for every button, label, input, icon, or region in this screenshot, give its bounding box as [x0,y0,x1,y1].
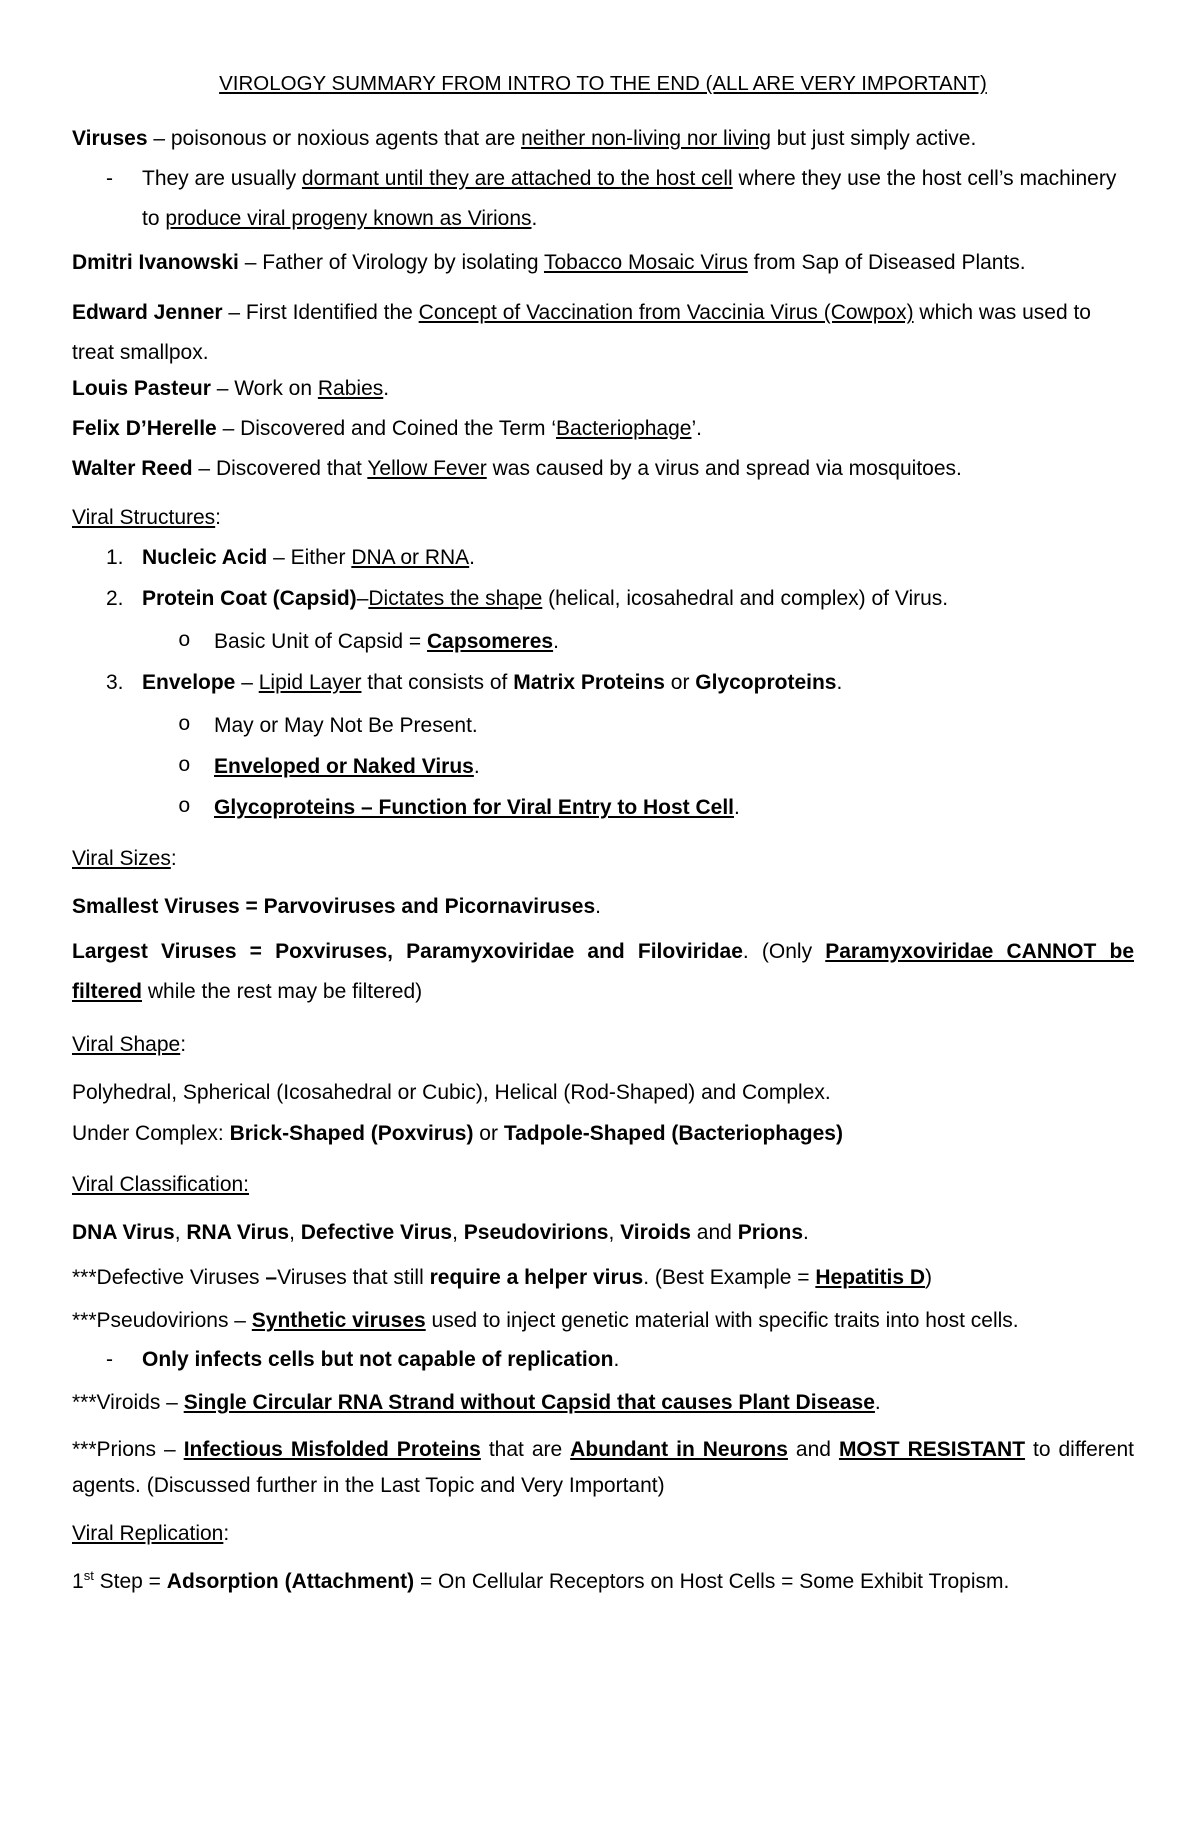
bold-text: RNA Virus [186,1221,290,1244]
bold-text: Protein Coat (Capsid) [142,587,357,610]
viruses-definition [72,119,1134,159]
dash-marker: - [106,1348,113,1371]
bold-text: Only infects cells but not capable of replication [142,1348,614,1371]
section-heading-structures [72,502,1134,533]
bold-text: require a helper virus [429,1266,644,1289]
shape-types: Polyhedral, Spherical (Icosahedral or Cubic), Helical (Rod-Shaped) and Complex. [72,1081,831,1104]
entry-ivanowski [72,249,1134,276]
text: . [803,1221,809,1244]
bold-text: Prions [737,1221,804,1244]
superscript: st [83,1568,94,1583]
person-name: Dmitri Ivanowski [72,251,239,274]
pseudovirions-dash-item [106,1344,1134,1375]
underlined-text: Tobacco Mosaic Virus [543,251,748,274]
entry-reed [72,455,1134,482]
text: They are usually [142,167,302,190]
section-heading-classification [72,1169,1134,1200]
text: – First Identified the [222,301,419,324]
bold-text: Brick-Shaped (Poxvirus) [229,1122,474,1145]
text: – [356,587,369,610]
underlined-text: Bacteriophage [556,417,692,440]
text: or [664,671,696,694]
smallest-viruses [72,891,1134,922]
text: . [595,895,601,918]
text: Prions – [96,1438,184,1461]
text: and [690,1221,738,1244]
bold-underlined-text: Hepatitis D [815,1266,926,1289]
heading-text: Viral Sizes [72,847,171,870]
heading-text: Viral Shape [72,1033,181,1056]
text: ’. [691,417,702,440]
dash-item-text [142,159,1134,239]
text: : [170,847,177,870]
text: Pseudovirions – [96,1309,252,1332]
bold-underlined-text: Paramyxoviridae CANNOT be filtered [72,940,1134,1003]
list-number: 1. [106,546,124,569]
section-heading-replication [72,1518,1134,1549]
person-name: Felix D’Herelle [72,417,217,440]
underlined-text: Rabies [317,377,384,400]
underlined-text: neither non-living nor living [521,127,771,150]
bullet-marker: o [178,755,191,778]
text: while the rest may be filtered) [142,980,423,1003]
sub-bullet-item [178,710,1134,741]
text: . (Best Example = [643,1266,816,1289]
list-item-text [142,542,475,573]
text: , [452,1221,464,1244]
sub-bullet-text: May or May Not Be Present. [214,714,478,737]
term-viruses: Viruses [72,127,148,150]
text: : [215,506,222,529]
sub-bullet-item [178,751,1134,782]
text: : [180,1033,187,1056]
document-title: VIROLOGY SUMMARY FROM INTRO TO THE END (ALL ARE VERY IMPORTANT) [219,72,987,95]
text: and [787,1438,839,1461]
bold-text: – [265,1266,278,1289]
entry-prions [72,1432,1134,1504]
text: . (Only [742,940,826,963]
text: , [289,1221,301,1244]
bold-underlined-text: MOST RESISTANT [838,1438,1026,1461]
text: . [836,671,843,694]
bullet-marker: o [178,796,191,819]
bold-text: Adsorption (Attachment) [166,1570,415,1593]
text: from Sap of Diseased Plants. [747,251,1026,274]
text: where they use the host cell’s machinery to [142,167,1117,230]
largest-viruses [72,932,1134,1012]
text: *** [72,1391,97,1414]
list-item [72,542,1134,573]
text: . [383,377,390,400]
text: that are [480,1438,571,1461]
text: Viroids – [96,1391,184,1414]
sub-bullet-text [214,751,480,782]
text: Viruses that still [277,1266,430,1289]
underlined-text: produce viral progeny known as Virions [165,207,532,230]
text: Basic Unit of Capsid = [214,630,428,653]
text: *** [72,1309,97,1332]
text: . [613,1348,620,1371]
text: . [469,546,476,569]
text: Defective Viruses [96,1266,266,1289]
text: , [608,1221,621,1244]
text: *** [72,1438,97,1461]
text: – poisonous or noxious agents that are [147,127,522,150]
entry-viroids [72,1387,1134,1418]
shape-complex [72,1118,1134,1149]
bold-text: Smallest Viruses = Parvoviruses and Picornaviruses [72,895,596,918]
viruses-dash-item [106,159,1134,239]
bold-text: Tadpole-Shaped (Bacteriophages) [503,1122,843,1145]
text: – Work on [210,377,318,400]
text: ) [925,1266,933,1289]
text: . [734,796,740,819]
bold-text: DNA Virus [72,1221,175,1244]
text: to different agents. (Discussed further in the Last Topic and Very Important) [72,1438,1134,1497]
bold-text: Glycoproteins [695,671,837,694]
bold-text: Defective Virus [300,1221,453,1244]
list-item-text [142,583,948,614]
list-number: 3. [106,671,124,694]
structures-list-continued [72,667,1134,698]
bold-underlined-text: Abundant in Neurons [570,1438,788,1461]
sub-bullet-text [214,792,740,823]
dash-item-text [142,1344,619,1375]
text: used to inject genetic material with specific traits into host cells. [425,1309,1019,1332]
bold-text: Nucleic Acid [142,546,268,569]
text: . [874,1391,881,1414]
entry-pasteur [72,375,1134,402]
text: or [473,1122,504,1145]
classification-list [72,1217,1134,1248]
text: = On Cellular Receptors on Host Cells = Some Exhibit Tropism. [414,1570,1010,1593]
text: . [553,630,559,653]
person-name: Edward Jenner [72,301,223,324]
sub-bullet-text [214,626,559,657]
person-name: Walter Reed [72,457,193,480]
sub-bullet-item [178,792,1134,823]
text: – Discovered and Coined the Term ‘ [216,417,557,440]
dash-marker: - [106,167,113,190]
text: was caused by a virus and spread via mosquitoes. [486,457,962,480]
text: – Father of Virology by isolating [238,251,544,274]
list-number: 2. [106,587,124,610]
list-item [72,667,1134,698]
text: which was used to treat smallpox. [72,301,1091,364]
bold-text: Matrix Proteins [513,671,665,694]
heading-text: Viral Structures [72,506,216,529]
text: Under Complex: [72,1122,230,1145]
underlined-text: dormant until they are attached to the host cell [301,167,733,190]
text: *** [72,1266,97,1289]
underlined-text: Dictates the shape [368,587,543,610]
section-heading-sizes [72,843,1134,874]
list-item [72,583,1134,614]
text: . [473,755,480,778]
text: but just simply active. [770,127,977,150]
underlined-text: DNA or RNA [351,546,470,569]
entry-dherelle [72,415,1134,442]
text: , [174,1221,187,1244]
bullet-marker: o [178,714,191,737]
sub-bullet-item [178,626,1134,657]
text: (helical, icosahedral and complex) of Virus. [542,587,949,610]
section-heading-shape [72,1029,1134,1060]
text: 1 [72,1570,84,1593]
bold-text: Pseudovirions [463,1221,609,1244]
text: Step = [93,1570,167,1593]
bold-underlined-text: Glycoproteins – Function for Viral Entry to Host Cell [214,796,735,819]
text: that consists of [361,671,514,694]
bullet-marker: o [178,630,191,653]
text: . [531,207,538,230]
text: – Either [267,546,352,569]
entry-defective-viruses [72,1262,1134,1293]
structures-list [72,542,1134,614]
bold-underlined-text: Synthetic viruses [251,1309,426,1332]
text: – [235,671,259,694]
list-item-text [142,667,842,698]
heading-text: Viral Classification: [72,1173,250,1196]
bold-underlined-text: Capsomeres [427,630,554,653]
text: : [223,1522,230,1545]
bold-underlined-text: Enveloped or Naked Virus [214,755,474,778]
bold-underlined-text: Single Circular RNA Strand without Capsid that causes Plant Disease [183,1391,875,1414]
text: – Discovered that [192,457,368,480]
underlined-text: Lipid Layer [258,671,362,694]
bold-text: Largest Viruses = Poxviruses, Paramyxoviridae and Filoviridae [72,940,743,963]
underlined-text: Concept of Vaccination from Vaccinia Virus (Cowpox) [418,301,914,324]
bold-text: Viroids [620,1221,691,1244]
heading-text: Viral Replication [72,1522,224,1545]
person-name: Louis Pasteur [72,377,211,400]
entry-pseudovirions [72,1307,1134,1334]
bold-underlined-text: Infectious Misfolded Proteins [183,1438,481,1461]
bold-text: Envelope [142,671,236,694]
underlined-text: Yellow Fever [367,457,487,480]
replication-step-1 [72,1566,1134,1597]
entry-jenner [72,293,1134,373]
